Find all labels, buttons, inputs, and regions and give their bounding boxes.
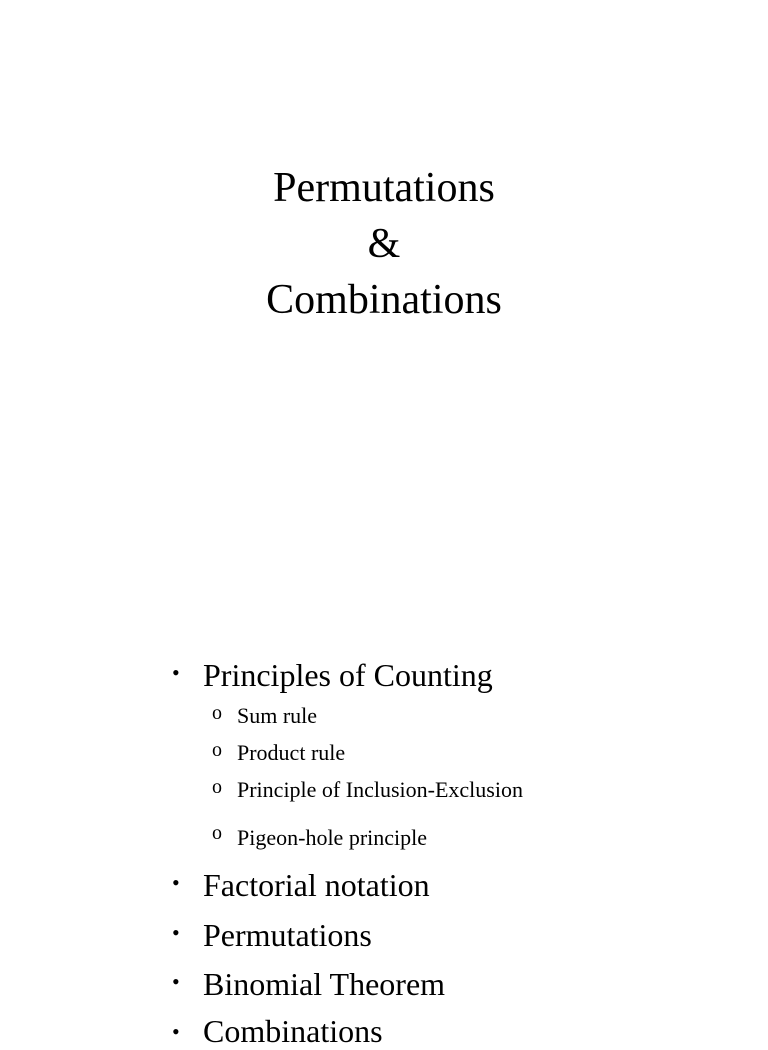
bullet-icon: • xyxy=(172,920,180,945)
outline-item-label: Factorial notation xyxy=(203,867,430,903)
outline-item-label: Permutations xyxy=(203,917,372,953)
outline-item-label: Binomial Theorem xyxy=(203,966,446,1002)
bullet-icon: • xyxy=(172,660,180,685)
outline-item-label: Combinations xyxy=(203,1013,383,1049)
bullet-icon: • xyxy=(172,870,180,895)
title-line-2: & xyxy=(367,221,401,267)
bullet-icon: • xyxy=(172,1019,180,1044)
outline-subitem-label: Principle of Inclusion-Exclusion xyxy=(237,777,523,802)
title-line-3: Combinations xyxy=(266,277,502,323)
title-line-1: Permutations xyxy=(273,165,495,211)
bullet-icon: • xyxy=(172,969,180,994)
sub-bullet-icon: o xyxy=(212,822,222,844)
outline-item-label: Principles of Counting xyxy=(203,657,493,693)
sub-bullet-icon: o xyxy=(212,702,222,724)
sub-bullet-icon: o xyxy=(212,776,222,798)
outline-subitem-label: Product rule xyxy=(237,740,346,765)
outline-subitem-label: Sum rule xyxy=(237,703,318,728)
outline-subitem-label: Pigeon-hole principle xyxy=(237,825,428,850)
sub-bullet-icon: o xyxy=(212,739,222,761)
